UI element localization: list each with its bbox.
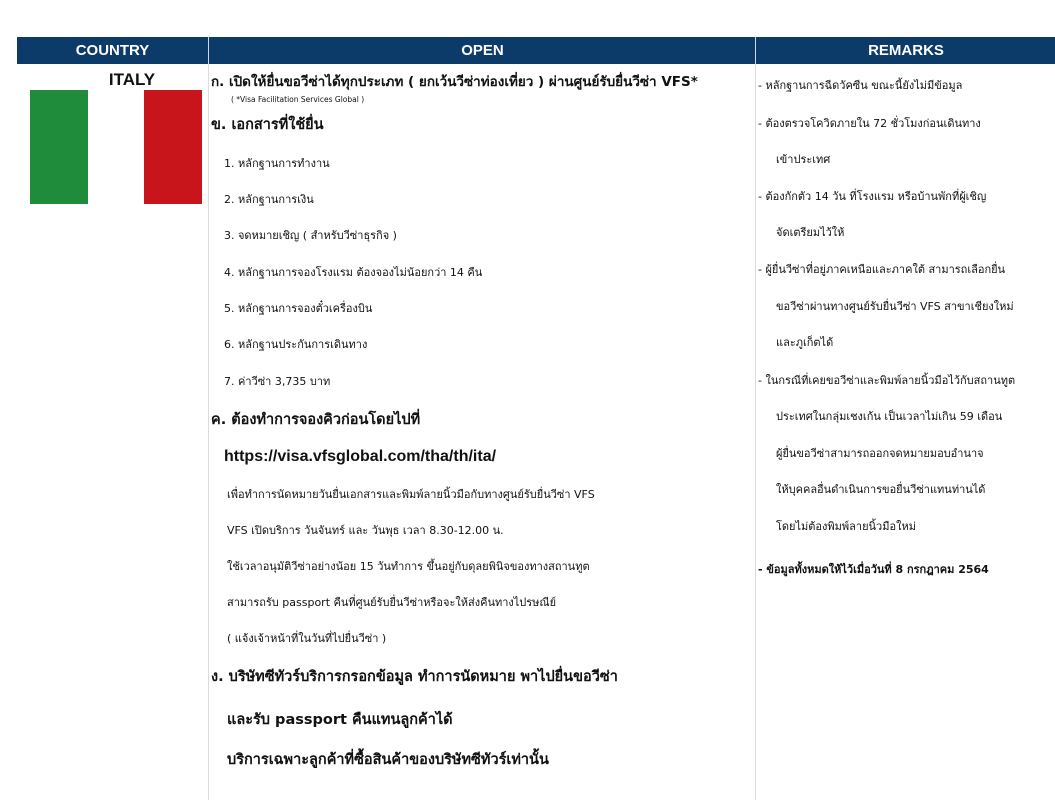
document-item: 2. หลักฐานการเงิน [224,193,314,206]
remark-line: ประเทศในกลุ่มเชงเก้น เป็นเวลาไม่เกิน 59 เดือน [776,410,1003,423]
flag-green-stripe [30,90,88,204]
remark-line: - ในกรณีที่เคยขอวีซ่าและพิมพ์ลายนิ้วมือไว้กับสถานทูต [758,374,1016,387]
table-header [17,37,1055,64]
document-item: 7. ค่าวีซ่า 3,735 บาท [224,375,331,388]
section-d-line: และรับ passport คืนแทนลูกค้าได้ [227,712,453,728]
remark-line: จัดเตรียมไว้ให้ [776,226,845,239]
section-c-line: ใช้เวลาอนุมัติวีซ่าอย่างน้อย 15 วันทำการ ขึ้นอยู่กับดุลยพินิจของทางสถานทูต [227,560,590,573]
remark-line: ให้บุคคลอื่นดำเนินการขอยื่นวีซ่าแทนท่านได้ [776,483,986,496]
header-open: OPEN [208,37,756,64]
remark-line: - ข้อมูลทั้งหมดให้ไว้เมื่อวันที่ 8 กรกฎาคม 2564 [758,563,989,576]
flag-red-stripe [144,90,202,204]
header-country: COUNTRY [75,42,150,59]
remark-line: ขอวีซ่าผ่านทางศูนย์รับยื่นวีซ่า VFS สาขาเชียงใหม่ [776,300,1014,313]
column-divider [755,64,756,800]
section-c-line: VFS เปิดบริการ วันจันทร์ และ วันพุธ เวลา 8.30-12.00 น. [227,524,504,537]
section-a-heading: ก. เปิดให้ยื่นขอวีซ่าได้ทุกประเภท ( ยกเว้นวีซ่าท่องเที่ยว ) ผ่านศูนย์รับยื่นวีซ่า VFS* [211,74,698,90]
vfs-url-link[interactable]: https://visa.vfsglobal.com/tha/th/ita/ [224,448,497,465]
section-c-line: สามารถรับ passport คืนที่ศูนย์รับยื่นวีซ่าหรือจะให้ส่งคืนทางไปรษณีย์ [227,596,557,609]
remark-line: เข้าประเทศ [776,153,831,166]
remark-line: โดยไม่ต้องพิมพ์ลายนิ้วมือใหม่ [776,520,916,533]
remark-line: และภูเก็ตได้ [776,336,834,349]
section-c-line: เพื่อทำการนัดหมายวันยื่นเอกสารและพิมพ์ลายนิ้วมือกับทางศูนย์รับยื่นวีซ่า VFS [227,488,595,501]
section-a-note: ( *Visa Facilitation Services Global ) [231,95,365,104]
section-c-heading: ค. ต้องทำการจองคิวก่อนโดยไปที่ [211,412,421,428]
remark-line: - ผู้ยื่นวีซ่าที่อยู่ภาคเหนือและภาคใต้ สามารถเลือกยื่น [758,263,1006,276]
section-c-line: ( แจ้งเจ้าหน้าที่ในวันที่ไปยื่นวีซ่า ) [227,632,387,645]
remark-line: - หลักฐานการฉีดวัคซีน ขณะนี้ยังไม่มีข้อมูล [758,79,963,92]
document-item: 1. หลักฐานการทำงาน [224,157,330,170]
remark-line: - ต้องกักตัว 14 วัน ที่โรงแรม หรือบ้านพักที่ผู้เชิญ [758,190,987,203]
document-item: 3. จดหมายเชิญ ( สำหรับวีซ่าธุรกิจ ) [224,229,397,242]
remark-line: - ต้องตรวจโควิดภายใน 72 ชั่วโมงก่อนเดินทาง [758,117,981,130]
country-name: ITALY [108,70,156,89]
document-item: 6. หลักฐานประกันการเดินทาง [224,338,368,351]
remark-line: ผู้ยื่นขอวีซ่าสามารถออกจดหมายมอบอำนาจ [776,447,984,460]
visa-info-table [17,37,1055,800]
document-item: 4. หลักฐานการจองโรงแรม ต้องจองไม่น้อยกว่า 14 คืน [224,266,483,279]
header-remarks: REMARKS [755,37,1055,64]
document-item: 5. หลักฐานการจองตั๋วเครื่องบิน [224,302,373,315]
column-divider [208,64,209,800]
section-d-heading: ง. บริษัทซีทัวร์บริการกรอกข้อมูล ทำการนัดหมาย พาไปยื่นขอวีซ่า [211,669,618,685]
section-d-line: บริการเฉพาะลูกค้าที่ซื้อสินค้าของบริษัทซีทัวร์เท่านั้น [227,752,549,768]
section-b-heading: ข. เอกสารที่ใช้ยื่น [211,117,324,133]
